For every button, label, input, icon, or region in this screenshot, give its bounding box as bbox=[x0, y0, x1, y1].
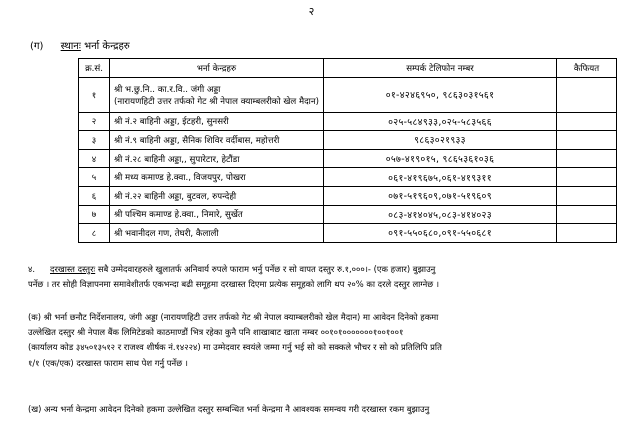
row-remarks bbox=[557, 186, 617, 205]
section-heading bbox=[30, 38, 130, 52]
table-row bbox=[79, 205, 617, 224]
recruitment-centers-table bbox=[78, 58, 617, 243]
table-row bbox=[79, 168, 617, 187]
row-phone: ०५७-४१९०१५, ९८६५३६१०३६ bbox=[324, 149, 557, 168]
row-center-line2: (नारायणहिटी उत्तर तर्फको गेट श्री नेपाल क्याम्बलरीको खेल मैदान) bbox=[114, 96, 319, 107]
row-remarks bbox=[557, 205, 617, 224]
header-center: भर्ना केन्द्रहरु bbox=[110, 59, 324, 78]
table-row bbox=[79, 112, 617, 131]
table-row bbox=[79, 149, 617, 168]
fee-line-1 bbox=[28, 262, 612, 277]
clause-ka-line-4: १/१ (एक/एक) दरखास्त फाराम साथ पेश गर्नु पर्नेछ । bbox=[28, 357, 188, 368]
clause-ka bbox=[28, 310, 612, 371]
section-title: स्थानः bbox=[60, 41, 81, 52]
row-phone: ९८६३०२१९३३ bbox=[324, 131, 557, 150]
row-center bbox=[110, 77, 324, 112]
clause-ka-line-3: (कार्यालय कोड ३४५०१३५१२ र राजश्व शीर्षक नं.१४२२४) मा उम्मेदवार स्वयंले जम्मा गर्नु भई सो को सक्कले भौचर र सो को प्रतिलिपि प्रति bbox=[28, 342, 442, 353]
table-row bbox=[79, 77, 617, 112]
row-sn: ७ bbox=[79, 205, 110, 224]
row-center: श्री नं.२ बाहिनी अड्डा, ईटहरी, सुनसरी bbox=[110, 112, 324, 131]
row-sn: २ bbox=[79, 112, 110, 131]
section-label: (ग) bbox=[30, 41, 44, 52]
row-remarks bbox=[557, 112, 617, 131]
row-center: श्री मध्य कमाण्ड हे.क्वा., विजयपुर, पोखरा bbox=[110, 168, 324, 187]
clause-ka-line-2: उल्लेखित दस्तुर श्री नेपाल बैंक लिमिटेडको काठमाण्डौं भित्र रहेका कुनै पनि शाखाबाट खाता नम्बर ००१०१०००००००१००१००१ bbox=[28, 327, 404, 338]
table-row bbox=[79, 224, 617, 243]
table-row bbox=[79, 131, 617, 150]
clause-kha bbox=[28, 402, 612, 417]
table-row bbox=[79, 186, 617, 205]
row-phone: ०८३-४१४०४५,०८३-४१४०२३ bbox=[324, 205, 557, 224]
fee-text-1: सबै उम्मेदवारहरुले खुलातर्फ अनिवार्य रुपले फाराम भर्नु पर्नेछ र सो वापत दस्तुर रु.१,०००।- (एक हजार) बुझाउनु bbox=[95, 264, 436, 274]
row-sn: ३ bbox=[79, 131, 110, 150]
fee-paragraph bbox=[28, 262, 612, 292]
header-remarks: कैफियत bbox=[557, 59, 617, 78]
row-remarks bbox=[557, 149, 617, 168]
fee-title: दरखास्त दस्तुरः bbox=[50, 264, 96, 274]
row-remarks bbox=[557, 168, 617, 187]
row-remarks bbox=[557, 224, 617, 243]
header-sn: क्र.सं. bbox=[79, 59, 110, 78]
page-number: २ bbox=[308, 5, 315, 18]
row-phone: ०२५-५८४९३३,०२५-५८३५६६ bbox=[324, 112, 557, 131]
row-sn: ८ bbox=[79, 224, 110, 243]
row-center: श्री पश्चिम कमाण्ड हे.क्वा., निमारे, सुर्खेत bbox=[110, 205, 324, 224]
fee-line-2: पर्नेछ । तर सोही विज्ञापनमा समावेशीतर्फ एकभन्दा बढी समूहमा दरखास्त दिएमा प्रत्येक समूहको लागि थप २०% का दरले दस्तुर लाग्नेछ । bbox=[28, 279, 439, 290]
row-phone: ०१-४२४६९५०, ९८६३०३१५६१ bbox=[324, 77, 557, 112]
row-center: श्री भवानीदल गण, तेघरी, कैलाली bbox=[110, 224, 324, 243]
row-remarks bbox=[557, 131, 617, 150]
table-header-row bbox=[79, 59, 617, 78]
row-phone: ०६१-४१९६७५,०६१-४१९३११ bbox=[324, 168, 557, 187]
row-center: श्री नं.२८ बाहिनी अड्डा,, सुपारेटार, हेटौंडा bbox=[110, 149, 324, 168]
row-phone: ०७१-५१९६०९,०७१-५१९६०९ bbox=[324, 186, 557, 205]
row-sn: १ bbox=[79, 77, 110, 112]
row-sn: ५ bbox=[79, 168, 110, 187]
row-center: श्री नं.२२ बाहिनी अड्डा, बुटवल, रुपन्देही bbox=[110, 186, 324, 205]
row-center: श्री नं.९ बाहिनी अड्डा, सैनिक शिविर वर्दीबास, महोत्तरी bbox=[110, 131, 324, 150]
row-sn: ६ bbox=[79, 186, 110, 205]
row-remarks bbox=[557, 77, 617, 112]
clause-ka-line-1: (क) श्री भर्ना छनौट निर्देशनालय, जंगी अड्डा (नारायणहिटी उत्तर तर्फको गेट श्री नेपाल क्याम्बलरीको खेल मैदान) मा आवेदन दिनेको हकमा bbox=[28, 312, 439, 322]
fee-number: ४. bbox=[28, 264, 36, 274]
header-phone: सम्पर्क टेलिफोन नम्बर bbox=[324, 59, 557, 78]
row-phone: ०९१-५५०६८०,०९१-५५०६८१ bbox=[324, 224, 557, 243]
row-center-line1: श्री भ.छु.नि.. का.र.वि.. जंगी अड्डा bbox=[114, 84, 221, 95]
clause-kha-line-1: (ख) अन्य भर्ना केन्द्रमा आवेदन दिनेको हकमा उल्लेखित दस्तुर सम्बन्धित भर्ना केन्द्रमा नै आवश्यक समन्वय गरी दरखास्त रकम बुझाउनु bbox=[28, 404, 430, 414]
section-title-rest: भर्ना केन्द्रहरु bbox=[84, 41, 130, 52]
row-sn: ४ bbox=[79, 149, 110, 168]
